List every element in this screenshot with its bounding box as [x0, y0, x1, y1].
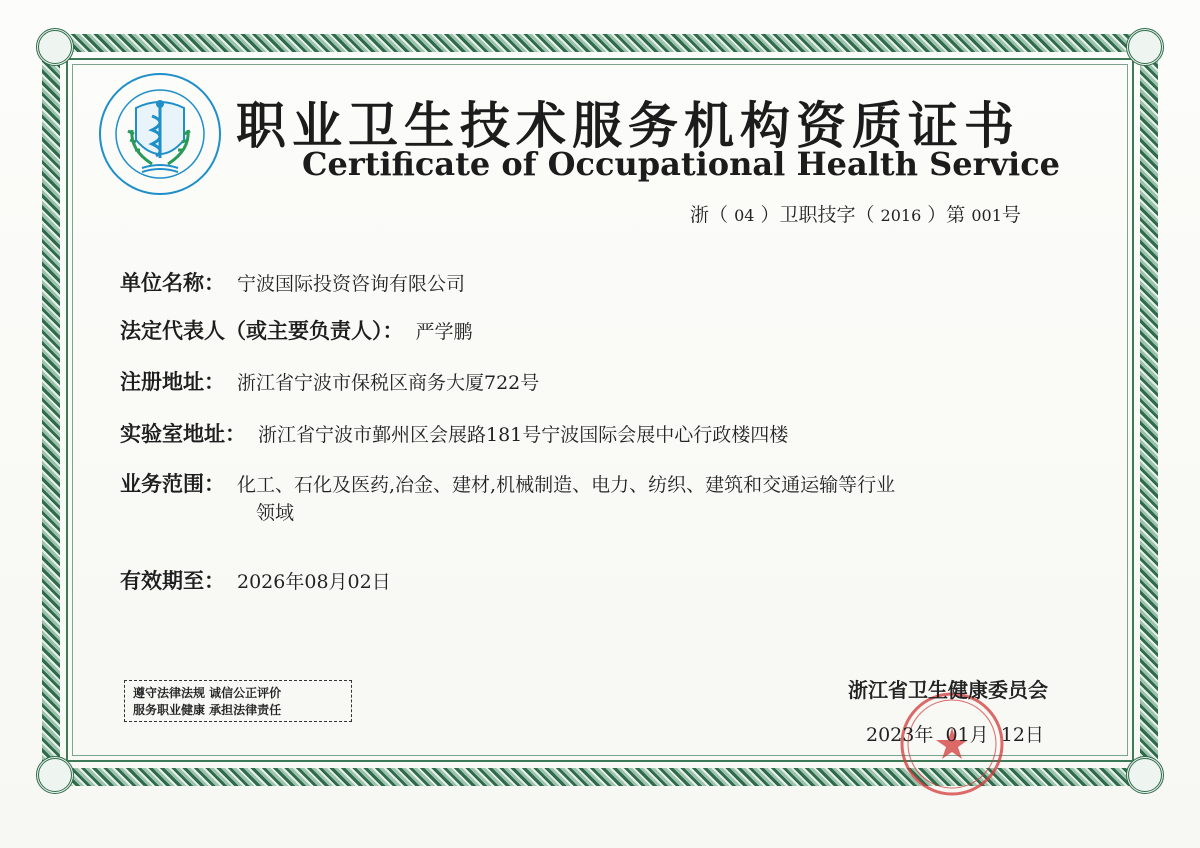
cert-no-year: 2016	[880, 206, 922, 225]
motto-line2: 服务职业健康 承担法律责任	[133, 703, 282, 717]
reg-address-value: 浙江省宁波市保税区商务大厦722号	[237, 372, 540, 394]
scope-row	[120, 468, 895, 498]
month-unit: 月	[969, 724, 989, 746]
certificate-title-cn: 职业卫生技术服务机构资质证书	[236, 97, 1020, 155]
cert-no-suffix: 号	[1001, 204, 1021, 226]
issuer-name: 浙江省卫生健康委员会	[848, 678, 1048, 702]
unit-name-label: 单位名称：	[120, 271, 225, 295]
reg-address-label: 注册地址：	[120, 370, 225, 394]
day-unit: 日	[1024, 724, 1044, 746]
cert-no-prefix: 浙（	[690, 204, 729, 226]
cert-no-number: 001	[971, 206, 1002, 225]
health-commission-emblem	[96, 70, 224, 198]
legal-rep-label: 法定代表人（或主要负责人）：	[120, 319, 404, 343]
valid-until-value: 2026年08月02日	[237, 571, 391, 593]
issue-date	[866, 720, 1044, 747]
issue-month: 01	[945, 724, 970, 746]
legal-rep-row	[120, 315, 473, 345]
corner-ornament	[1126, 756, 1164, 794]
motto-line1: 遵守法律法规 诚信公正评价	[133, 686, 282, 700]
lab-address-row	[120, 418, 788, 448]
motto-box	[124, 680, 352, 722]
unit-name-row	[120, 267, 465, 297]
scope-label: 业务范围：	[120, 472, 225, 496]
valid-until-label: 有效期至：	[120, 569, 225, 593]
cert-no-mid2: ）第	[927, 204, 966, 226]
cert-no-province-code: 04	[734, 206, 755, 225]
lab-address-value: 浙江省宁波市鄞州区会展路181号宁波国际会展中心行政楼四楼	[258, 424, 789, 446]
issue-year: 2023	[866, 724, 915, 746]
certificate-title-en: Certificate of Occupational Health Service	[302, 145, 1061, 183]
certificate-number	[690, 200, 1021, 227]
scope-value-line1: 化工、石化及医药,冶金、建材,机械制造、电力、纺织、建筑和交通运输等行业	[237, 474, 896, 496]
reg-address-row	[120, 366, 539, 396]
scope-value-line2: 领域	[256, 502, 295, 524]
unit-name-value: 宁波国际投资咨询有限公司	[237, 273, 466, 295]
corner-ornament	[36, 28, 74, 66]
legal-rep-value: 严学鹏	[415, 321, 473, 343]
valid-until-row	[120, 565, 391, 595]
cert-no-mid: ）卫职技字（	[760, 204, 875, 226]
year-unit: 年	[914, 724, 934, 746]
lab-address-label: 实验室地址：	[120, 422, 246, 446]
corner-ornament	[36, 756, 74, 794]
corner-ornament	[1126, 28, 1164, 66]
issue-day: 12	[1000, 724, 1025, 746]
